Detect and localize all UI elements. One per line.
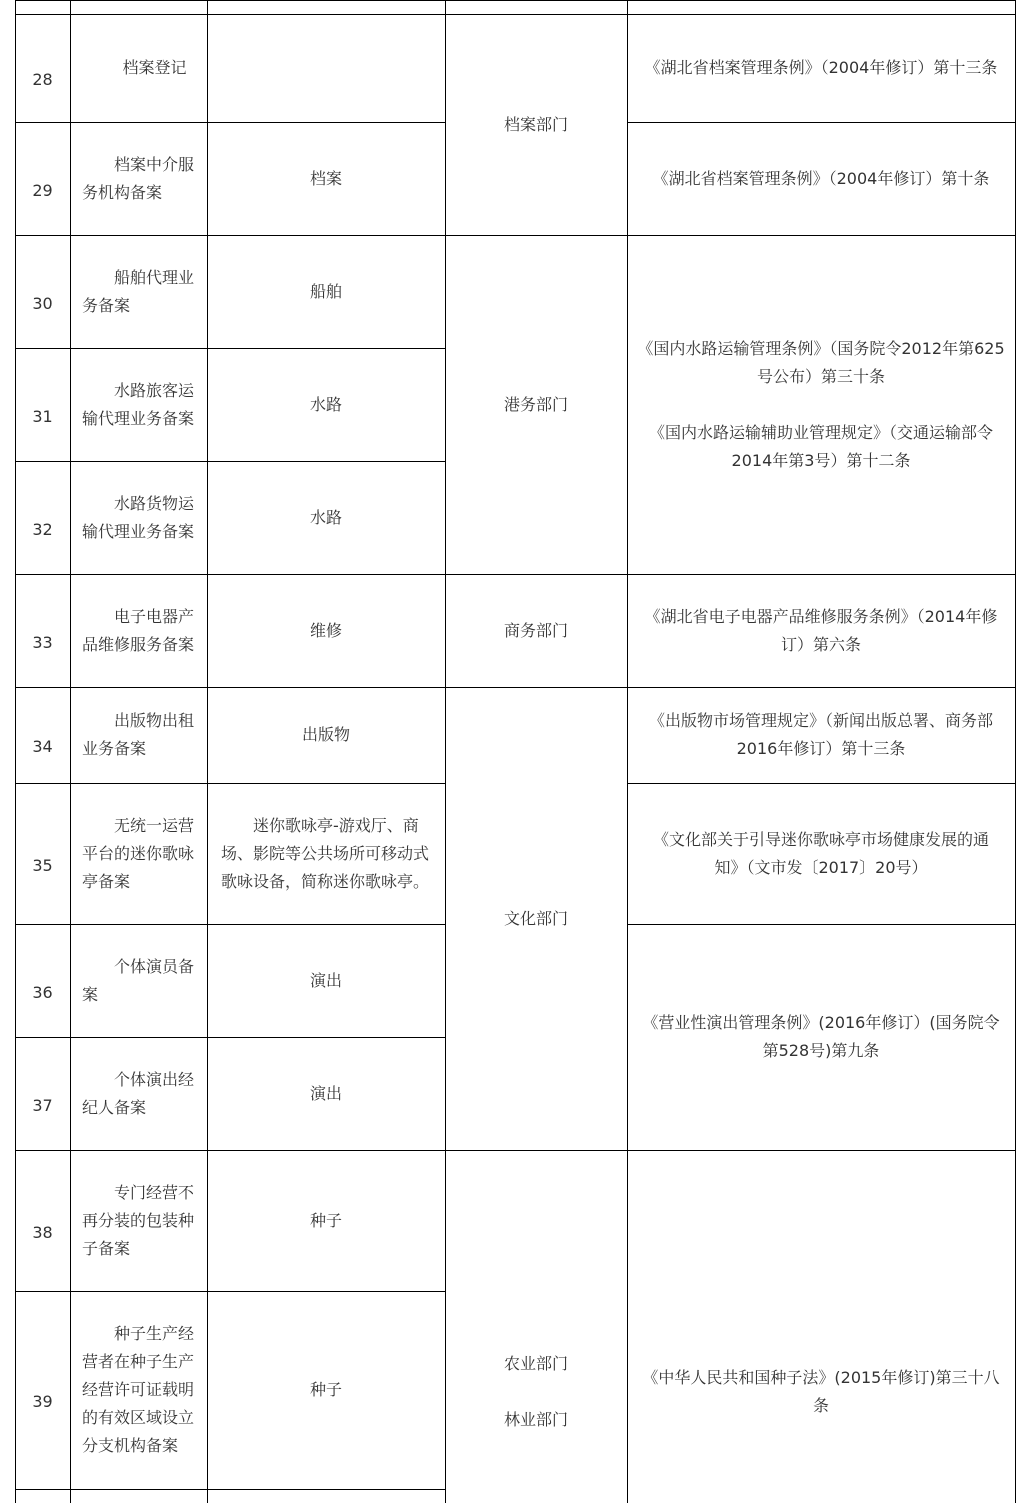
legal-basis — [627, 235, 1015, 574]
item-name-text: 电子电器产品维修服务备案 — [82, 606, 195, 654]
filing-object-text: 维修 — [309, 620, 342, 640]
table-rule — [70, 0, 71, 1503]
row-number-text: 39 — [32, 1392, 53, 1411]
department-text: 文化部门 — [503, 908, 568, 928]
table-rule — [1015, 0, 1016, 1503]
row-number — [15, 687, 70, 783]
filing-object-text: 种子 — [309, 1210, 342, 1230]
legal-basis — [627, 924, 1015, 1150]
table-rule — [627, 783, 1016, 784]
item-name — [70, 687, 207, 783]
row-number — [15, 1037, 70, 1150]
filing-object-text: 演出 — [309, 1083, 342, 1103]
filing-object-text: 迷你歌咏亭-游戏厅、商场、影院等公共场所可移动式歌咏设备，简称迷你歌咏亭。 — [221, 815, 430, 891]
table-rule — [207, 0, 208, 1503]
legal-basis-text: 《国内水路运输辅助业管理规定》（交通运输部令2014年第3号）第十二条 — [648, 422, 993, 470]
item-name — [70, 122, 207, 235]
legal-basis — [627, 574, 1015, 687]
department — [445, 687, 627, 1150]
filing-object — [207, 687, 445, 783]
filing-object — [207, 783, 445, 924]
table-rule — [15, 1037, 446, 1038]
item-name — [70, 1037, 207, 1150]
legal-basis — [627, 1150, 1015, 1503]
table-rule — [627, 574, 1016, 575]
table-rule — [15, 461, 446, 462]
item-name-text: 档案登记 — [122, 58, 187, 77]
filing-object — [207, 574, 445, 687]
table-rule — [445, 14, 628, 15]
table-rule — [445, 574, 628, 575]
filing-object-text: 船舶 — [309, 281, 342, 301]
legal-basis-text: 《中华人民共和国种子法》(2015年修订)第三十八条 — [642, 1367, 1000, 1415]
filing-object — [207, 348, 445, 461]
item-name-text: 个体演出经纪人备案 — [82, 1069, 195, 1117]
table-rule — [627, 0, 1016, 1]
legal-basis-text: 《营业性演出管理条例》(2016年修订）(国务院令第528号)第九条 — [642, 1013, 1000, 1060]
row-number — [15, 924, 70, 1037]
item-name-text: 无统一运营平台的迷你歌咏亭备案 — [82, 815, 195, 891]
table-rule — [627, 924, 1016, 925]
filing-object — [207, 924, 445, 1037]
legal-basis — [627, 783, 1015, 924]
item-name — [70, 461, 207, 574]
item-name-text: 种子生产经营者在种子生产经营许可证载明的有效区域设立分支机构备案 — [82, 1324, 195, 1455]
filing-object — [207, 1037, 445, 1150]
item-name-text: 出版物出租业务备案 — [82, 711, 195, 758]
legal-basis-text: 《出版物市场管理规定》（新闻出版总署、商务部2016年修订）第十三条 — [648, 711, 993, 758]
department-text: 港务部门 — [503, 394, 568, 414]
item-name — [70, 783, 207, 924]
legal-basis-text: 《湖北省档案管理条例》（2004年修订）第十条 — [652, 168, 990, 188]
row-number-text: 30 — [32, 293, 53, 313]
filing-object — [207, 14, 445, 122]
filing-object — [207, 461, 445, 574]
filing-object — [207, 1291, 445, 1489]
row-number — [15, 574, 70, 687]
row-number — [15, 348, 70, 461]
legal-basis — [627, 687, 1015, 783]
filing-object-text: 出版物 — [301, 725, 350, 744]
row-number-text: 35 — [32, 855, 53, 875]
table-rule — [15, 1291, 446, 1292]
table-rule — [15, 1489, 446, 1490]
row-number — [15, 122, 70, 235]
item-name — [70, 348, 207, 461]
table-rule — [445, 0, 446, 1503]
filing-object-text: 水路 — [309, 507, 342, 527]
item-name-text: 船舶代理业务备案 — [82, 267, 195, 315]
item-name-text: 专门经营不再分装的包装种子备案 — [82, 1182, 195, 1258]
legal-basis-text: 《湖北省电子电器产品维修服务条例》（2014年修订）第六条 — [644, 606, 998, 654]
department-text: 林业部门 — [503, 1409, 568, 1429]
table-rule — [627, 687, 1016, 688]
department-text: 档案部门 — [503, 114, 568, 134]
item-name-text: 档案中介服务机构备案 — [82, 154, 195, 202]
table-rule — [445, 235, 628, 236]
row-number-text: 37 — [32, 1095, 53, 1115]
table-rule — [15, 0, 446, 1]
item-name — [70, 14, 207, 122]
table-rule — [627, 235, 1016, 236]
legal-basis-text: 《国内水路运输管理条例》（国务院令2012年第625号公布）第三十条 — [637, 338, 1005, 386]
row-number-text: 33 — [32, 632, 53, 652]
filing-object — [207, 235, 445, 348]
table-rule — [15, 0, 16, 1503]
legal-basis-text: 《湖北省档案管理条例》（2004年修订）第十三条 — [644, 58, 998, 77]
row-number — [15, 1150, 70, 1291]
item-name-text: 个体演员备案 — [82, 956, 195, 1004]
item-name — [70, 1150, 207, 1291]
table-rule — [445, 0, 628, 1]
item-name — [70, 235, 207, 348]
table-rule — [445, 1150, 628, 1151]
row-number — [15, 14, 70, 122]
row-number-text: 29 — [32, 180, 53, 200]
table-rule — [15, 122, 446, 123]
department-text: 商务部门 — [503, 620, 568, 640]
table-rule — [627, 14, 1016, 15]
department — [445, 14, 627, 235]
table-rule — [627, 122, 1016, 123]
table-rule — [15, 14, 446, 15]
item-name-text: 水路货物运输代理业务备案 — [82, 493, 195, 541]
item-name — [70, 924, 207, 1037]
legal-basis-text: 《文化部关于引导迷你歌咏亭市场健康发展的通知》（文市发〔2017〕20号） — [652, 829, 989, 877]
department — [445, 235, 627, 574]
table-rule — [15, 574, 446, 575]
row-number-text: 32 — [32, 519, 53, 539]
filing-object — [207, 1150, 445, 1291]
item-name-text: 水路旅客运输代理业务备案 — [82, 380, 195, 428]
legal-basis — [627, 122, 1015, 235]
row-number — [15, 235, 70, 348]
row-number — [15, 783, 70, 924]
row-number-text: 31 — [32, 406, 53, 426]
table-rule — [15, 924, 446, 925]
department — [445, 574, 627, 687]
table-rule — [15, 235, 446, 236]
row-number-text: 28 — [32, 70, 53, 89]
filing-object-text: 演出 — [309, 970, 342, 990]
row-number — [15, 461, 70, 574]
row-number-text: 34 — [32, 737, 53, 756]
table-rule — [15, 783, 446, 784]
table-rule — [15, 348, 446, 349]
item-name — [70, 1291, 207, 1489]
row-number — [15, 1291, 70, 1489]
table-rule — [627, 0, 628, 1503]
filing-object-text: 档案 — [309, 168, 342, 188]
department-text: 农业部门 — [503, 1353, 568, 1373]
filing-object-text: 水路 — [309, 394, 342, 414]
department — [445, 1150, 627, 1503]
legal-basis — [627, 14, 1015, 122]
table-rule — [627, 1150, 1016, 1151]
row-number-text: 38 — [32, 1222, 53, 1242]
item-name — [70, 574, 207, 687]
table-rule — [15, 1150, 446, 1151]
table-rule — [445, 687, 628, 688]
row-number-text: 36 — [32, 982, 53, 1002]
table-rule — [15, 687, 446, 688]
filing-object-text: 种子 — [309, 1380, 342, 1399]
filing-object — [207, 122, 445, 235]
